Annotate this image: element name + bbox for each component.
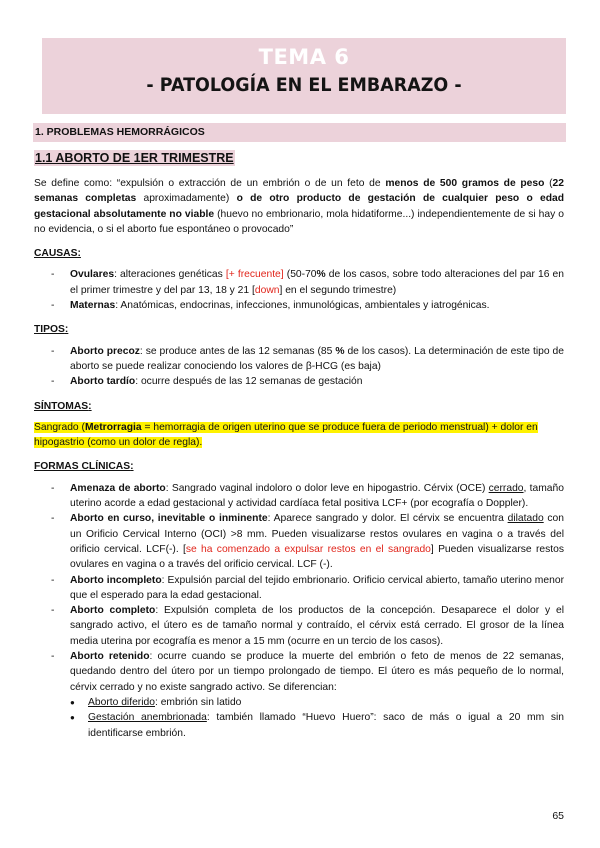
list-item-completo: - Aborto completo: Expulsión completa de los productos de la concepción. Desaparece el dolor y el sangrado activo, el útero es de tamaño normal y contraído, el cérvix está cerrado. El grosor de la línea media uterina por ecografía es menor a 15 mm (ocurre en un tercio de los casos).	[34, 603, 564, 649]
sublist-item-diferido: ● Aborto diferido: embrión sin latido	[70, 695, 564, 710]
list-item-aborto-precoz: - Aborto precoz: se produce antes de las 12 semanas (85 % de los casos). La determinación de este tipo de aborto se puede realizar conociendo los valores de β-HCG (es baja)	[34, 344, 564, 375]
tipos-list	[34, 344, 564, 390]
sintomas-heading: SÍNTOMAS:	[34, 400, 92, 412]
formas-clinicas-list	[34, 481, 564, 741]
list-item-amenaza: - Amenaza de aborto: Sangrado vaginal indoloro o dolor leve en hipogastrio. Cérvix (OCE) cerrado, tamaño uterino acorde a edad gestacional y actividad cardíaca fetal positiva LCF+ (por ecografía o Doppler).	[34, 481, 564, 512]
page-number: 65	[552, 810, 564, 822]
list-item-maternas: - Maternas: Anatómicas, endocrinas, infecciones, inmunológicas, ambientales y iatrogénicas.	[34, 298, 564, 313]
causas-heading: CAUSAS:	[34, 248, 81, 260]
formas-clinicas-heading: FORMAS CLÍNICAS:	[34, 461, 134, 473]
definition-paragraph: Se define como: “expulsión o extracción de un embrión o de un feto de menos de 500 gramos de peso (22 semanas completas aproximadamente) o de otro producto de gestación de cualquier peso o edad gestacional absolutamente no viable (huevo no embrionario, mola hidatiforme...) independientemente de si hay o no evidencia, o si el aborto fue espontáneo o provocado”	[34, 178, 565, 235]
section-heading-1: 1. PROBLEMAS HEMORRÁGICOS	[33, 123, 566, 142]
list-item-ovulares: - Ovulares: alteraciones genéticas [+ frecuente] (50-70% de los casos, sobre todo alteraciones del par 16 en el primer trimestre y del par 13, 18 y 21 [down] en el segundo trimestre)	[34, 267, 564, 298]
retenido-sublist	[70, 695, 564, 741]
sublist-item-anembrionada: ● Gestación anembrionada: también llamado “Huevo Huero”: saco de más o igual a 20 mm sin identificarse embrión.	[70, 710, 564, 741]
list-item-aborto-tardio: - Aborto tardío: ocurre después de las 12 semanas de gestación	[34, 374, 564, 389]
chapter-title: TEMA 6	[258, 45, 350, 69]
sintomas-highlight: Sangrado (Metrorragia = hemorragia de origen uterino que se produce fuera de periodo menstrual) + dolor en hipogastrio (como un dolor de regla).	[34, 421, 538, 449]
causas-list	[34, 267, 564, 313]
tipos-heading: TIPOS:	[34, 324, 69, 336]
document-body	[34, 176, 564, 741]
title-banner	[42, 38, 566, 114]
list-item-en-curso: - Aborto en curso, inevitable o inminente: Aparece sangrado y dolor. El cérvix se encuentra dilatado con un Orificio Cervical Interno (OCI) >8 mm. Pueden visualizarse restos ovulares en vagina o a través del orificio cervical. LCF(-). [se ha comenzado a expulsar restos en el sangrado] Pueden visualizarse restos ovulares en vagina o a través del orificio cervical. LCF (-).	[34, 511, 564, 572]
subsection-heading-1-1: 1.1 ABORTO DE 1ER TRIMESTRE	[35, 151, 234, 165]
list-item-incompleto: - Aborto incompleto: Expulsión parcial del tejido embrionario. Orificio cervical abierto, tamaño uterino menor que el esperado para la edad gestacional.	[34, 573, 564, 604]
chapter-subtitle: - PATOLOGÍA EN EL EMBARAZO -	[146, 74, 462, 96]
list-item-retenido: - Aborto retenido: ocurre cuando se produce la muerte del embrión o feto de menos de 22 semanas, quedando dentro del útero por un tiempo prolongado de tiempo. El útero es más pequeño de lo normal, cérvix cerrado y no existe sangrado activo. Se diferencian: ● Aborto diferido: embrión sin latido ● Gestación anembrionada: también llamado “Huevo Huero”: saco de más o igual a 20 mm sin identificarse embrión.	[34, 649, 564, 741]
